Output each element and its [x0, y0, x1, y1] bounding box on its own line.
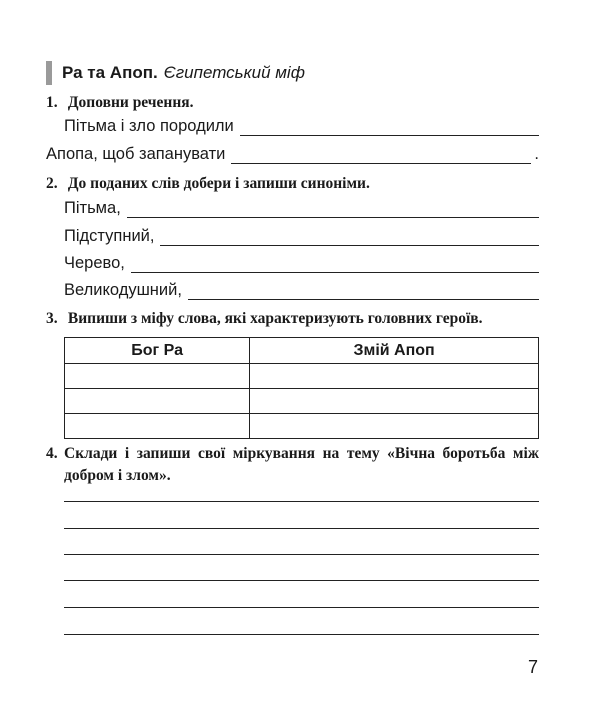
essay-line[interactable]	[64, 528, 539, 529]
column-header-ra: Бог Ра	[65, 338, 250, 364]
task-1-line-2-label: Апопа, щоб запанувати	[46, 145, 226, 163]
task-4-number: 4.	[46, 445, 58, 462]
essay-line[interactable]	[64, 554, 539, 555]
table-row	[65, 414, 539, 439]
heroes-table-header-row	[65, 338, 539, 364]
task-1-line-1	[64, 117, 539, 136]
synonym-answer-line-4[interactable]	[188, 285, 539, 300]
essay-line[interactable]	[64, 607, 539, 608]
synonym-answer-line-2[interactable]	[160, 231, 539, 246]
section-heading	[46, 61, 305, 85]
heading-subtitle: Єгипетський міф	[163, 63, 305, 82]
task-1-instruction	[46, 94, 194, 112]
table-row	[65, 364, 539, 389]
task-2-number: 2.	[46, 175, 58, 192]
table-cell-ra[interactable]	[65, 364, 250, 389]
task-3-text: Випиши з міфу слова, які характеризують головних героїв.	[67, 310, 483, 327]
heroes-table	[64, 337, 539, 439]
synonym-answer-line-3[interactable]	[131, 258, 539, 273]
synonym-word-1: Пітьма,	[64, 199, 121, 217]
task-2-instruction	[46, 175, 370, 193]
synonym-row-2	[64, 227, 539, 246]
task-1-answer-line-2[interactable]	[231, 149, 531, 164]
table-cell-apop[interactable]	[250, 389, 539, 414]
task-3-number: 3.	[46, 310, 58, 327]
synonym-answer-line-1[interactable]	[127, 203, 539, 218]
heading-title: Ра та Апоп.	[62, 63, 158, 82]
task-1-number: 1.	[46, 94, 58, 111]
table-cell-apop[interactable]	[250, 414, 539, 439]
table-row	[65, 389, 539, 414]
table-cell-ra[interactable]	[65, 414, 250, 439]
heading-marker-bar	[46, 61, 52, 85]
synonym-row-3	[64, 254, 539, 273]
essay-line[interactable]	[64, 501, 539, 502]
table-cell-ra[interactable]	[65, 389, 250, 414]
synonym-word-4: Великодушний,	[64, 281, 182, 299]
task-4-text: Склади і запиши свої міркування на тему «Вічна боротьба між добром і злом».	[64, 445, 539, 484]
column-header-apop: Змій Апоп	[250, 338, 539, 364]
task-1-line-2	[46, 145, 539, 164]
task-1-text: Доповни речення.	[67, 94, 194, 111]
table-cell-apop[interactable]	[250, 364, 539, 389]
essay-line[interactable]	[64, 580, 539, 581]
page-number: 7	[527, 657, 538, 677]
synonym-row-4	[64, 281, 539, 300]
synonym-word-2: Підступний,	[64, 227, 155, 245]
task-1-line-2-period: .	[534, 145, 539, 163]
synonym-row-1	[64, 199, 539, 218]
task-3-instruction	[46, 310, 483, 328]
essay-line[interactable]	[64, 634, 539, 635]
synonym-word-3: Черево,	[64, 254, 125, 272]
task-1-answer-line-1[interactable]	[240, 121, 539, 136]
task-2-text: До поданих слів добери і запиши синоніми.	[67, 175, 370, 192]
task-4-instruction	[46, 443, 539, 487]
task-1-line-1-label: Пітьма і зло породили	[64, 117, 234, 135]
